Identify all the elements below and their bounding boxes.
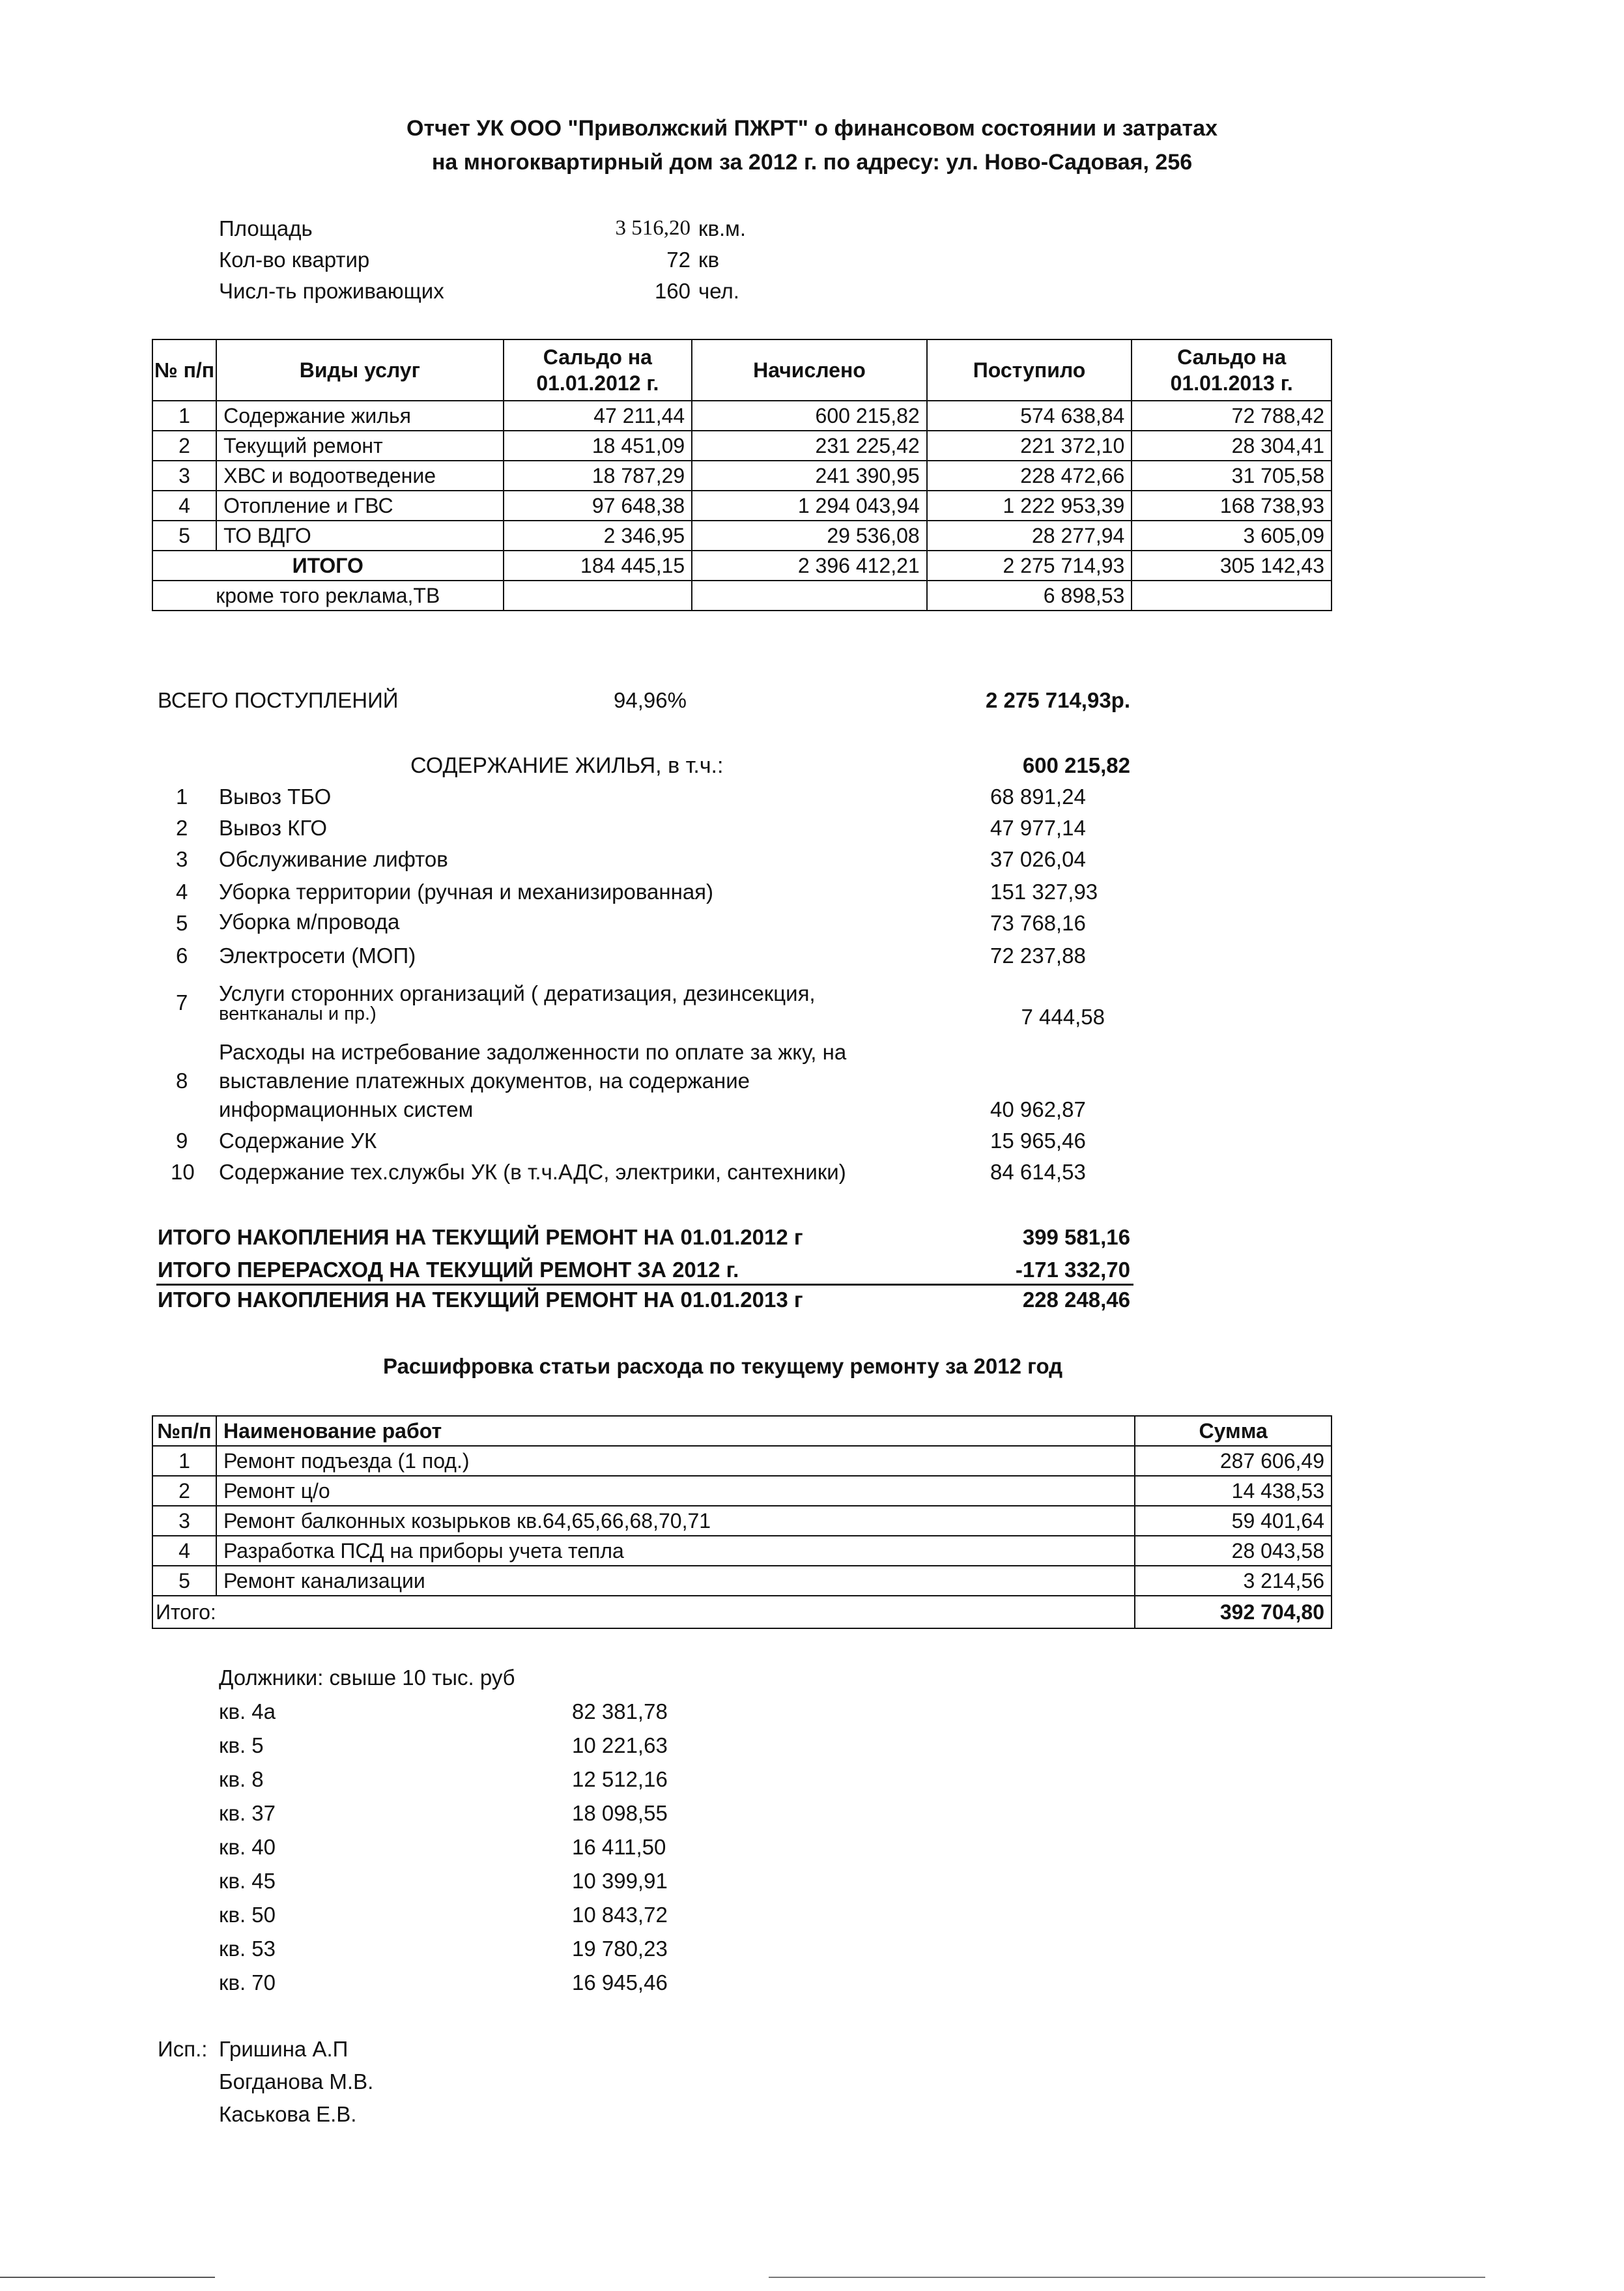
debtor-apt: кв. 53 — [219, 1937, 276, 1961]
header-service: Виды услуг — [216, 339, 503, 401]
row-charged: 600 215,82 — [692, 401, 927, 431]
debtor-apt: кв. 50 — [219, 1903, 276, 1927]
row-charged: 241 390,95 — [692, 461, 927, 491]
debtor-apt: кв. 45 — [219, 1869, 276, 1893]
row-num: 5 — [152, 1566, 216, 1596]
row-service: ХВС и водоотведение — [216, 461, 503, 491]
list-item-num: 8 — [176, 1069, 188, 1093]
row-num: 3 — [152, 461, 216, 491]
info-unit-residents: чел. — [698, 279, 739, 303]
table-row — [152, 1536, 1332, 1566]
row-saldo-end: 168 738,93 — [1132, 491, 1332, 521]
scan-edge-line — [769, 2277, 1485, 2278]
debtor-value: 18 098,55 — [572, 1801, 668, 1825]
header-received: Поступило — [927, 339, 1132, 401]
extra-label: кроме того реклама,ТВ — [152, 581, 504, 611]
debtor-value: 10 399,91 — [572, 1869, 668, 1893]
list-item-value: 40 962,87 — [990, 1097, 1086, 1121]
row-work: Ремонт балконных козырьков кв.64,65,66,68,70,71 — [216, 1506, 1135, 1536]
row-num: 1 — [152, 1446, 216, 1476]
table-row — [152, 1446, 1332, 1476]
list-item-value: 73 768,16 — [990, 911, 1086, 935]
extra-empty — [504, 581, 692, 611]
table-row — [152, 1476, 1332, 1506]
info-value-area: 3 516,20 — [615, 216, 691, 240]
list-item-name-line2: вентканалы и пр.) — [219, 1003, 377, 1024]
row-sum: 59 401,64 — [1135, 1506, 1332, 1536]
list-item-num: 3 — [176, 847, 188, 871]
row-service: ТО ВДГО — [216, 521, 503, 551]
total-income-percent: 94,96% — [614, 688, 687, 712]
debtor-value: 82 381,78 — [572, 1699, 668, 1723]
row-charged: 231 225,42 — [692, 431, 927, 461]
table-total-row — [152, 551, 1332, 581]
debtor-apt: кв. 70 — [219, 1970, 276, 1995]
debtor-value: 19 780,23 — [572, 1937, 668, 1961]
list-item-name: Уборка м/провода — [219, 910, 400, 934]
list-item-num: 6 — [176, 944, 188, 968]
repair-table-heading: Расшифровка статьи расхода по текущему ремонту за 2012 год — [383, 1354, 1063, 1378]
table-row — [152, 401, 1332, 431]
list-item-value: 84 614,53 — [990, 1160, 1086, 1184]
total-label: Итого: — [152, 1596, 1135, 1628]
table-row — [152, 1506, 1332, 1536]
executor-name: Каськова Е.В. — [219, 2102, 357, 2126]
row-service: Текущий ремонт — [216, 431, 503, 461]
divider — [156, 1284, 1133, 1286]
list-item-value: 37 026,04 — [990, 847, 1086, 871]
list-item-num: 10 — [171, 1160, 195, 1184]
row-charged: 1 294 043,94 — [692, 491, 927, 521]
services-table — [152, 339, 1332, 611]
header-saldo-end: Сальдо на 01.01.2013 г. — [1132, 339, 1332, 401]
row-received: 28 277,94 — [927, 521, 1132, 551]
info-unit-area: кв.м. — [698, 216, 746, 240]
list-item-num: 1 — [176, 785, 188, 809]
header-num: №п/п — [152, 1416, 216, 1446]
row-num: 2 — [152, 431, 216, 461]
row-received: 574 638,84 — [927, 401, 1132, 431]
list-item-num: 7 — [176, 990, 188, 1015]
row-saldo-end: 28 304,41 — [1132, 431, 1332, 461]
row-received: 221 372,10 — [927, 431, 1132, 461]
scan-edge-line — [0, 2277, 215, 2278]
info-value-flats: 72 — [666, 248, 691, 272]
row-work: Разработка ПСД на приборы учета тепла — [216, 1536, 1135, 1566]
debtors-heading: Должники: свыше 10 тыс. руб — [219, 1665, 515, 1690]
extra-received: 6 898,53 — [927, 581, 1132, 611]
info-label-area: Площадь — [219, 216, 313, 240]
row-saldo-end: 72 788,42 — [1132, 401, 1332, 431]
table-row — [152, 1566, 1332, 1596]
list-item-value: 15 965,46 — [990, 1129, 1086, 1153]
debtor-apt: кв. 4а — [219, 1699, 276, 1723]
row-num: 3 — [152, 1506, 216, 1536]
debtor-value: 16 945,46 — [572, 1970, 668, 1995]
list-item-name-line1: Расходы на истребование задолженности по оплате за жку, на — [219, 1040, 847, 1064]
debtor-apt: кв. 5 — [219, 1733, 264, 1757]
list-item-name: Вывоз ТБО — [219, 785, 332, 809]
row-num: 2 — [152, 1476, 216, 1506]
row-saldo-start: 18 787,29 — [504, 461, 692, 491]
list-item-name: Обслуживание лифтов — [219, 847, 448, 871]
table-row — [152, 521, 1332, 551]
row-work: Ремонт ц/о — [216, 1476, 1135, 1506]
list-item-value: 68 891,24 — [990, 785, 1086, 809]
debtor-apt: кв. 37 — [219, 1801, 276, 1825]
row-saldo-start: 97 648,38 — [504, 491, 692, 521]
list-item-num: 9 — [176, 1129, 188, 1153]
row-saldo-end: 3 605,09 — [1132, 521, 1332, 551]
row-num: 4 — [152, 1536, 216, 1566]
repair-summary-value: 399 581,16 — [1022, 1225, 1130, 1249]
debtor-value: 12 512,16 — [572, 1767, 668, 1791]
row-sum: 14 438,53 — [1135, 1476, 1332, 1506]
table-total-row — [152, 1596, 1332, 1628]
list-item-value: 47 977,14 — [990, 816, 1086, 840]
list-item-value: 151 327,93 — [990, 880, 1098, 904]
list-item-name: Электросети (МОП) — [219, 944, 416, 968]
list-item-name: Содержание УК — [219, 1129, 377, 1153]
row-sum: 3 214,56 — [1135, 1566, 1332, 1596]
repair-summary-label: ИТОГО НАКОПЛЕНИЯ НА ТЕКУЩИЙ РЕМОНТ НА 01.01.2013 г — [158, 1288, 803, 1312]
row-sum: 287 606,49 — [1135, 1446, 1332, 1476]
executor-name: Гришина А.П — [219, 2037, 349, 2061]
list-item-name-line2: выставление платежных документов, на содержание — [219, 1069, 750, 1093]
debtor-value: 10 221,63 — [572, 1733, 668, 1757]
total-income-label: ВСЕГО ПОСТУПЛЕНИЙ — [158, 688, 399, 712]
debtor-apt: кв. 8 — [219, 1767, 264, 1791]
info-value-residents: 160 — [654, 279, 691, 303]
row-charged: 29 536,08 — [692, 521, 927, 551]
table-row — [152, 431, 1332, 461]
row-sum: 28 043,58 — [1135, 1536, 1332, 1566]
row-num: 4 — [152, 491, 216, 521]
table-row — [152, 491, 1332, 521]
repair-summary-label: ИТОГО НАКОПЛЕНИЯ НА ТЕКУЩИЙ РЕМОНТ НА 01.01.2012 г — [158, 1225, 803, 1249]
debtor-apt: кв. 40 — [219, 1835, 276, 1859]
extra-empty — [692, 581, 927, 611]
row-saldo-start: 2 346,95 — [504, 521, 692, 551]
info-unit-flats: кв — [698, 248, 719, 272]
total-label: ИТОГО — [152, 551, 504, 581]
row-num: 1 — [152, 401, 216, 431]
list-item-name-line1: Услуги сторонних организаций ( дератизация, дезинсекция, — [219, 981, 816, 1005]
header-num: № п/п — [152, 339, 216, 401]
total-saldo-end: 305 142,43 — [1132, 551, 1332, 581]
info-label-flats: Кол-во квартир — [219, 248, 370, 272]
repair-summary-value: 228 248,46 — [1022, 1288, 1130, 1312]
total-saldo-start: 184 445,15 — [504, 551, 692, 581]
row-service: Содержание жилья — [216, 401, 503, 431]
list-item-value: 7 444,58 — [1021, 1005, 1105, 1029]
total-income-amount: 2 275 714,93р. — [985, 688, 1130, 712]
repair-table — [152, 1415, 1332, 1629]
repair-summary-value: -171 332,70 — [1015, 1258, 1130, 1282]
maintenance-total: 600 215,82 — [1022, 753, 1130, 777]
row-saldo-end: 31 705,58 — [1132, 461, 1332, 491]
debtor-value: 10 843,72 — [572, 1903, 668, 1927]
row-num: 5 — [152, 521, 216, 551]
header-saldo-start: Сальдо на 01.01.2012 г. — [504, 339, 692, 401]
header-sum: Сумма — [1135, 1416, 1332, 1446]
list-item-name: Содержание тех.службы УК (в т.ч.АДС, электрики, сантехники) — [219, 1160, 846, 1184]
list-item-name: Вывоз КГО — [219, 816, 328, 840]
list-item-num: 2 — [176, 816, 188, 840]
row-received: 1 222 953,39 — [927, 491, 1132, 521]
total-sum: 392 704,80 — [1135, 1596, 1332, 1628]
executors-label: Исп.: — [158, 2037, 208, 2061]
total-received: 2 275 714,93 — [927, 551, 1132, 581]
header-work: Наименование работ — [216, 1416, 1135, 1446]
list-item-num: 5 — [176, 911, 188, 935]
table-extra-row — [152, 581, 1332, 611]
list-item-name: Уборка территории (ручная и механизированная) — [219, 880, 714, 904]
info-label-residents: Числ-ть проживающих — [219, 279, 444, 303]
executor-name: Богданова М.В. — [219, 2069, 374, 2094]
table-row — [152, 461, 1332, 491]
debtor-value: 16 411,50 — [572, 1835, 666, 1859]
header-charged: Начислено — [692, 339, 927, 401]
row-saldo-start: 18 451,09 — [504, 431, 692, 461]
total-charged: 2 396 412,21 — [692, 551, 927, 581]
report-title-line2: на многоквартирный дом за 2012 г. по адресу: ул. Ново-Садовая, 256 — [431, 150, 1193, 175]
list-item-num: 4 — [176, 880, 188, 904]
row-received: 228 472,66 — [927, 461, 1132, 491]
extra-empty — [1132, 581, 1332, 611]
row-saldo-start: 47 211,44 — [504, 401, 692, 431]
row-work: Ремонт канализации — [216, 1566, 1135, 1596]
list-item-value: 72 237,88 — [990, 944, 1086, 968]
list-item-name-line3: информационных систем — [219, 1097, 474, 1121]
row-service: Отопление и ГВС — [216, 491, 503, 521]
maintenance-heading: СОДЕРЖАНИЕ ЖИЛЬЯ, в т.ч.: — [410, 753, 724, 778]
report-title-line1: Отчет УК ООО "Приволжский ПЖРТ" о финансовом состоянии и затратах — [406, 116, 1218, 141]
row-work: Ремонт подъезда (1 под.) — [216, 1446, 1135, 1476]
repair-summary-label: ИТОГО ПЕРЕРАСХОД НА ТЕКУЩИЙ РЕМОНТ ЗА 2012 г. — [158, 1258, 739, 1282]
